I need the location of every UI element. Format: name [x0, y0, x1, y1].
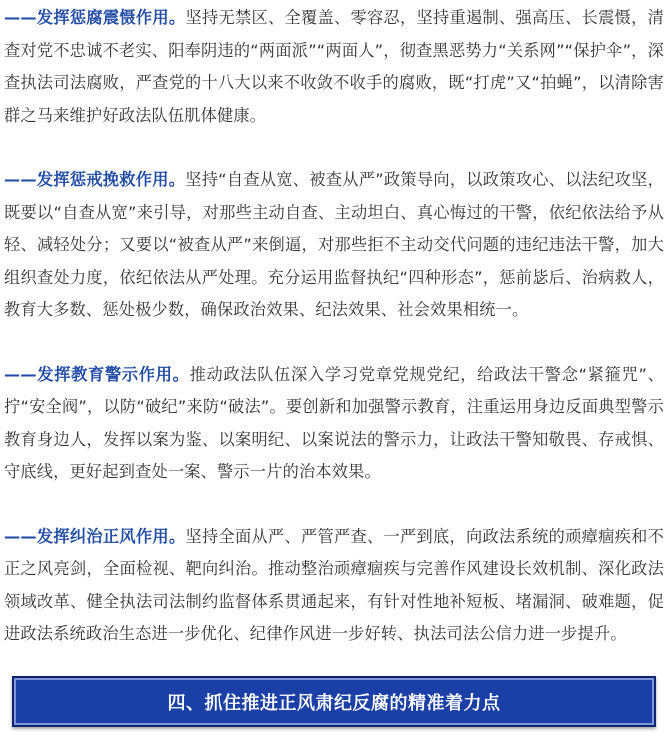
paragraph-deterrence — [4, 2, 664, 132]
paragraph-discipline-rescue — [4, 164, 664, 327]
paragraph-lead: ——发挥教育警示作用。 — [4, 364, 190, 384]
paragraph-lead: ——发挥惩戒挽救作用。 — [4, 170, 186, 189]
paragraph-correct-conduct — [4, 521, 664, 651]
section-heading-banner — [12, 676, 656, 727]
section-heading: 四、抓住推进正风肃纪反腐的精准着力点 — [167, 692, 501, 714]
paragraph-lead: ——发挥纠治正风作用。 — [4, 526, 186, 546]
paragraph-education-warning — [4, 359, 664, 489]
paragraph-text: 推动政法队伍深入学习党章党规党纪，给政法干警念“紧箍咒”、拧“安全阀”，以防“破纪”来防“破法”。要创新和加强警示教育，注重运用身边反面典型警示教育身边人，发挥以案为鉴、以案明纪、以案说法的警示力，让政法干警知敬畏、存戒惧、守底线，更好起到查处一案、警示一片的治本效果。 — [4, 364, 665, 481]
paragraph-text: 坚持无禁区、全覆盖、零容忍，坚持重遏制、强高压、长震慑，清查对党不忠诚不老实、阳奉阴违的“两面派”“两面人”，彻查黑恶势力“关系网”“保护伞”，深查执法司法腐败，严查党的十八大以来不收敛不收手的腐败，既“打虎”又“拍蝇”，以清除害群之马来维护好政法队伍肌体健康。 — [4, 8, 664, 125]
paragraph-text: 坚持全面从严、严管严查、一严到底，向政法系统的顽瘴痼疾和不正之风亮剑，全面检视、靶向纠治。推动整治顽瘴痼疾与完善作风建设长效机制、深化政法领域改革、健全执法司法制约监督体系贯通起来，有针对性地补短板、堵漏洞、破难题，促进政法系统政治生态进一步优化、纪律作风进一步好转、执法司法公信力进一步提升。 — [4, 526, 664, 643]
paragraph-text: 坚持“自查从宽、被查从严”政策导向，以政策攻心、以法纪攻坚，既要以“自查从宽”来引导，对那些主动自查、主动坦白、真心悔过的干警，依纪依法给予从轻、减轻处分；又要以“被查从严”来倒逼，对那些拒不主动交代问题的违纪违法干警，加大组织查处力度，依纪依法从严处理。充分运用监督执纪“四种形态”，惩前毖后、治病救人，教育大多数、惩处极少数，确保政治效果、纪法效果、社会效果相统一。 — [4, 170, 664, 319]
paragraph-lead: ——发挥惩腐震慑作用。 — [4, 8, 186, 27]
